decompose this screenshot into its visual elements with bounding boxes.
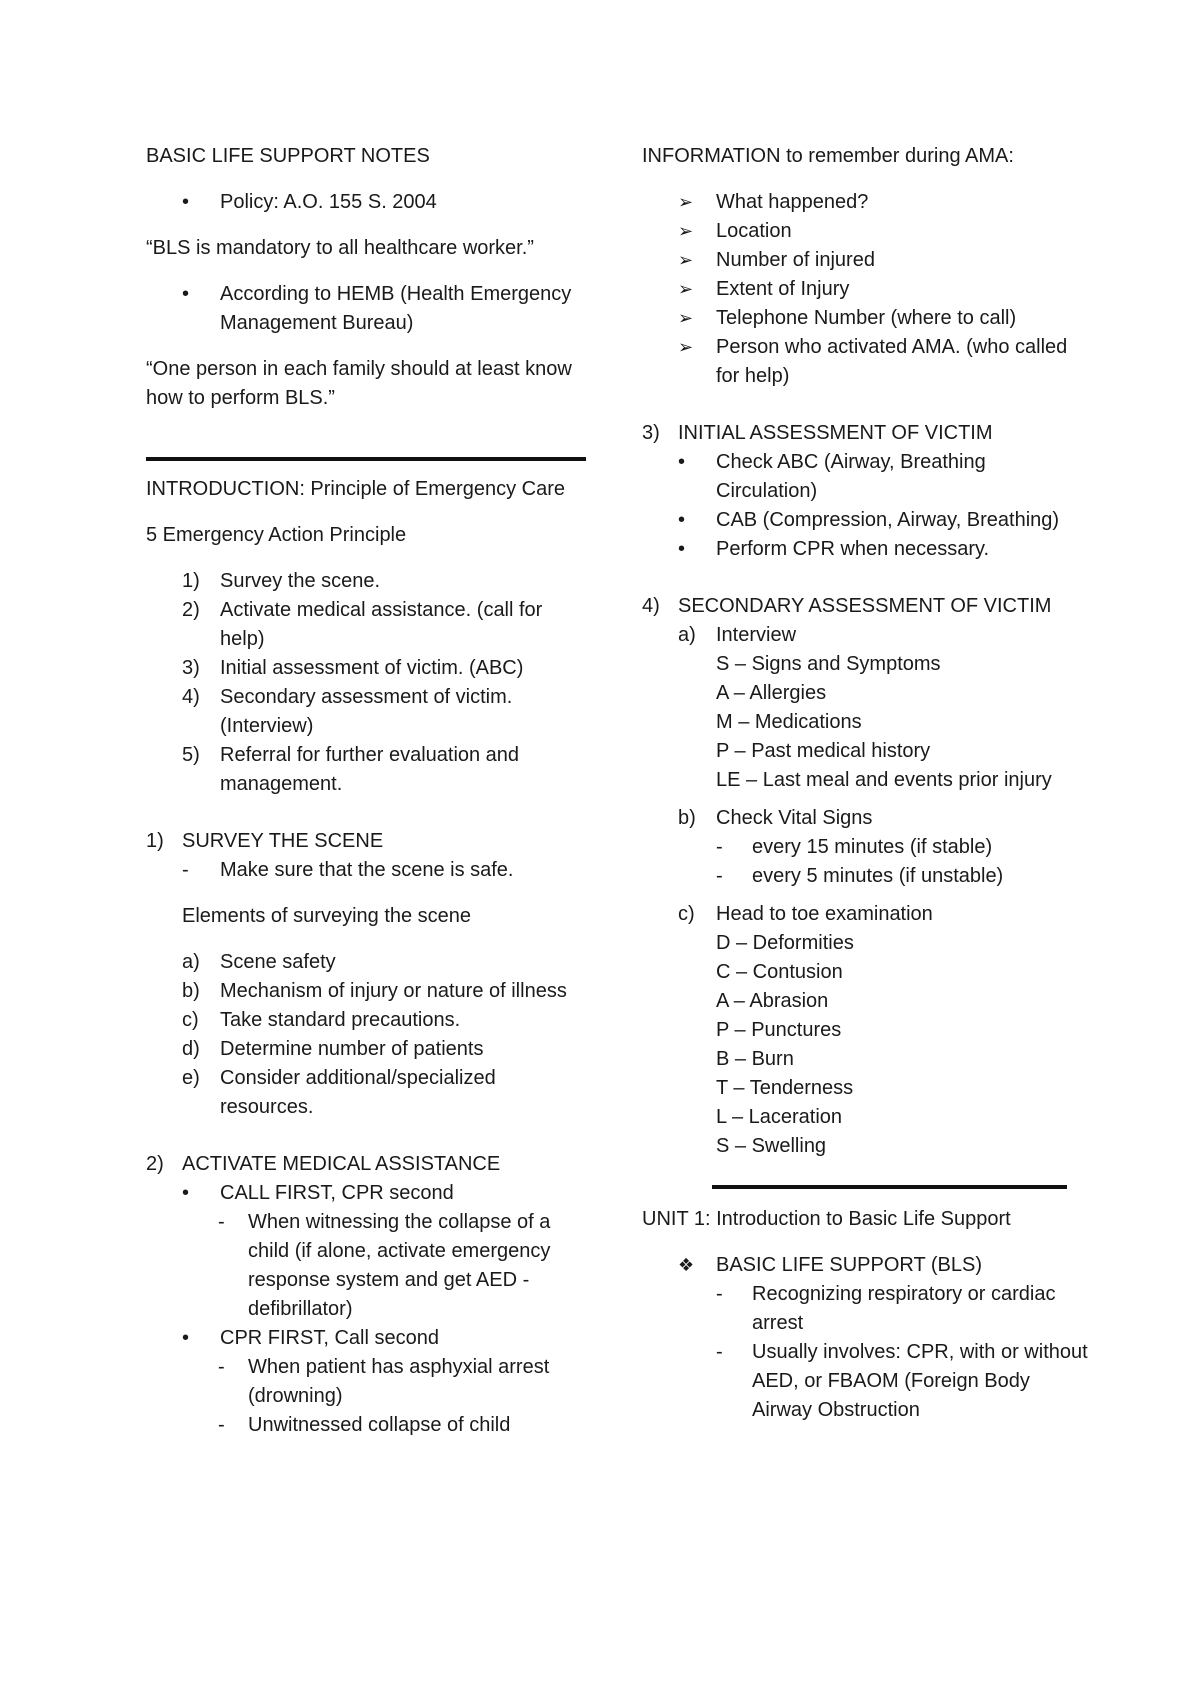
info-list — [642, 188, 1092, 391]
activate-heading — [146, 1150, 586, 1179]
list-item — [642, 621, 1092, 650]
list-text: L – Laceration — [716, 1106, 843, 1128]
list-item — [642, 506, 1092, 535]
list-item — [146, 1353, 586, 1411]
list-text: Person who activated AMA. (who called for help) — [716, 336, 1068, 387]
list-text: Check Vital Signs — [716, 807, 873, 829]
list-text: Scene safety — [220, 951, 336, 973]
list-letter: d) — [182, 1038, 200, 1060]
list-text: P – Past medical history — [716, 740, 931, 762]
list-letter: c) — [678, 903, 695, 925]
list-text: Usually involves: CPR, with or without AED, or FBAOM (Foreign Body Airway Obstruction — [752, 1341, 1088, 1421]
list-text: Location — [716, 220, 792, 242]
list-text: Make sure that the scene is safe. — [220, 859, 514, 881]
heading-number: 3) — [642, 422, 660, 444]
heading-number: 1) — [146, 830, 164, 852]
list-text: Secondary assessment of victim. (Interview) — [220, 686, 513, 737]
list-number: 5) — [182, 744, 200, 766]
list-item — [642, 333, 1092, 391]
sample-list — [642, 650, 1092, 795]
list-letter: b) — [678, 807, 696, 829]
list-text: S – Swelling — [716, 1135, 827, 1157]
policy-text: Policy: A.O. 155 S. 2004 — [220, 191, 437, 213]
list-text: Referral for further evaluation and management. — [220, 744, 520, 795]
list-text: BASIC LIFE SUPPORT (BLS) — [716, 1254, 983, 1276]
arrow-icon: ➢ — [678, 221, 694, 241]
list-item — [146, 977, 586, 1006]
list-item — [146, 654, 586, 683]
list-text: When witnessing the collapse of a child (if alone, activate emergency response system and get AED - defibrillator) — [248, 1211, 551, 1320]
bullet-icon: • — [182, 1327, 190, 1349]
list-number: 4) — [182, 686, 200, 708]
list-text: CPR FIRST, Call second — [220, 1327, 439, 1349]
list-item — [642, 275, 1092, 304]
list-number: 3) — [182, 657, 200, 679]
list-text: M – Medications — [716, 711, 862, 733]
unit-title: UNIT 1: Introduction to Basic Life Support — [642, 1208, 1011, 1230]
list-item — [146, 948, 586, 977]
list-item — [642, 188, 1092, 217]
list-text: B – Burn — [716, 1048, 794, 1070]
list-text: Recognizing respiratory or cardiac arrest — [752, 1283, 1056, 1334]
heading-text: SURVEY THE SCENE — [182, 830, 384, 852]
bullet-icon: • — [182, 191, 190, 213]
list-letter: c) — [182, 1009, 199, 1031]
list-text: Mechanism of injury or nature of illness — [220, 980, 567, 1002]
heading-number: 4) — [642, 595, 660, 617]
info-title: INFORMATION to remember during AMA: — [642, 145, 1014, 167]
heading-number: 2) — [146, 1153, 164, 1175]
list-item — [146, 1035, 586, 1064]
dash-icon: - — [716, 1341, 723, 1363]
list-item — [146, 1006, 586, 1035]
diamond-bullet-icon: ❖ — [678, 1255, 695, 1275]
list-item — [642, 246, 1092, 275]
survey-heading — [146, 827, 586, 856]
list-item — [642, 448, 1092, 506]
list-letter: e) — [182, 1067, 200, 1089]
list-text: S – Signs and Symptoms — [716, 653, 941, 675]
list-text: Take standard precautions. — [220, 1009, 461, 1031]
left-column — [146, 142, 586, 1440]
list-text: P – Punctures — [716, 1019, 842, 1041]
arrow-icon: ➢ — [678, 308, 694, 328]
dash-icon: - — [218, 1414, 225, 1436]
hemb-text: According to HEMB (Health Emergency Management Bureau) — [220, 283, 572, 334]
intro-heading: INTRODUCTION: Principle of Emergency Care — [146, 478, 565, 500]
list-text: LE – Last meal and events prior injury — [716, 769, 1052, 791]
list-item — [642, 535, 1092, 564]
list-text: C – Contusion — [716, 961, 843, 983]
bullet-icon: • — [182, 283, 190, 305]
list-text: When patient has asphyxial arrest (drowning) — [248, 1356, 550, 1407]
dash-icon: - — [182, 859, 189, 881]
list-item — [146, 683, 586, 741]
elements-title: Elements of surveying the scene — [182, 905, 472, 927]
list-text: Initial assessment of victim. (ABC) — [220, 657, 524, 679]
arrow-icon: ➢ — [678, 337, 694, 357]
bullet-icon: • — [678, 509, 686, 531]
initial-heading — [642, 419, 1092, 448]
arrow-icon: ➢ — [678, 279, 694, 299]
arrow-icon: ➢ — [678, 250, 694, 270]
list-text: Activate medical assistance. (call for help) — [220, 599, 543, 650]
list-item — [642, 862, 1092, 891]
dash-icon: - — [716, 1283, 723, 1305]
quote-bls-mandatory: “BLS is mandatory to all healthcare worker.” — [146, 237, 534, 259]
bullet-icon: • — [182, 1182, 190, 1204]
bullet-icon: • — [678, 451, 686, 473]
document-title: BASIC LIFE SUPPORT NOTES — [146, 145, 430, 167]
dash-icon: - — [716, 836, 723, 858]
list-item — [146, 1179, 586, 1208]
list-text: every 15 minutes (if stable) — [752, 836, 993, 858]
list-text: Extent of Injury — [716, 278, 850, 300]
quote-one-person: “One person in each family should at least know how to perform BLS.” — [146, 358, 572, 409]
list-item — [146, 741, 586, 799]
list-number: 1) — [182, 570, 200, 592]
list-text: Perform CPR when necessary. — [716, 538, 990, 560]
list-text: Head to toe examination — [716, 903, 933, 925]
list-text: Consider additional/specialized resources. — [220, 1067, 496, 1118]
dash-icon: - — [716, 865, 723, 887]
list-item — [146, 567, 586, 596]
dash-icon: - — [218, 1211, 225, 1233]
principle-title: 5 Emergency Action Principle — [146, 524, 407, 546]
list-text: Survey the scene. — [220, 570, 381, 592]
list-item — [642, 1338, 1092, 1425]
bullet-icon: • — [678, 538, 686, 560]
heading-text: ACTIVATE MEDICAL ASSISTANCE — [182, 1153, 501, 1175]
list-item — [642, 1251, 1092, 1280]
list-letter: b) — [182, 980, 200, 1002]
list-item — [146, 1064, 586, 1122]
list-item — [642, 1280, 1092, 1338]
list-text: A – Abrasion — [716, 990, 829, 1012]
list-text: Check ABC (Airway, Breathing Circulation) — [716, 451, 986, 502]
list-text: Interview — [716, 624, 797, 646]
list-item — [642, 833, 1092, 862]
list-item — [146, 1411, 586, 1440]
list-item — [642, 804, 1092, 833]
list-item — [642, 304, 1092, 333]
heading-text: SECONDARY ASSESSMENT OF VICTIM — [678, 595, 1052, 617]
list-letter: a) — [678, 624, 696, 646]
list-number: 2) — [182, 599, 200, 621]
list-text: every 5 minutes (if unstable) — [752, 865, 1004, 887]
list-text: CALL FIRST, CPR second — [220, 1182, 454, 1204]
list-letter: a) — [182, 951, 200, 973]
list-item — [642, 217, 1092, 246]
dash-icon: - — [218, 1356, 225, 1378]
list-text: A – Allergies — [716, 682, 827, 704]
elements-list — [146, 948, 586, 1122]
list-text: T – Tenderness — [716, 1077, 854, 1099]
principle-list — [146, 567, 586, 799]
list-item — [146, 280, 586, 338]
list-text: Telephone Number (where to call) — [716, 307, 1017, 329]
secondary-heading — [642, 592, 1092, 621]
list-text: Determine number of patients — [220, 1038, 484, 1060]
dcap-list — [642, 929, 1092, 1161]
list-item — [146, 1324, 586, 1353]
list-text: What happened? — [716, 191, 869, 213]
list-text: Number of injured — [716, 249, 875, 271]
list-item — [642, 900, 1092, 929]
list-item — [146, 596, 586, 654]
list-item — [146, 188, 586, 217]
arrow-icon: ➢ — [678, 192, 694, 212]
list-item — [146, 856, 586, 885]
list-item — [146, 1208, 586, 1324]
list-text: CAB (Compression, Airway, Breathing) — [716, 509, 1060, 531]
heading-text: INITIAL ASSESSMENT OF VICTIM — [678, 422, 993, 444]
right-column — [642, 142, 1092, 1425]
list-text: Unwitnessed collapse of child — [248, 1414, 511, 1436]
list-text: D – Deformities — [716, 932, 854, 954]
